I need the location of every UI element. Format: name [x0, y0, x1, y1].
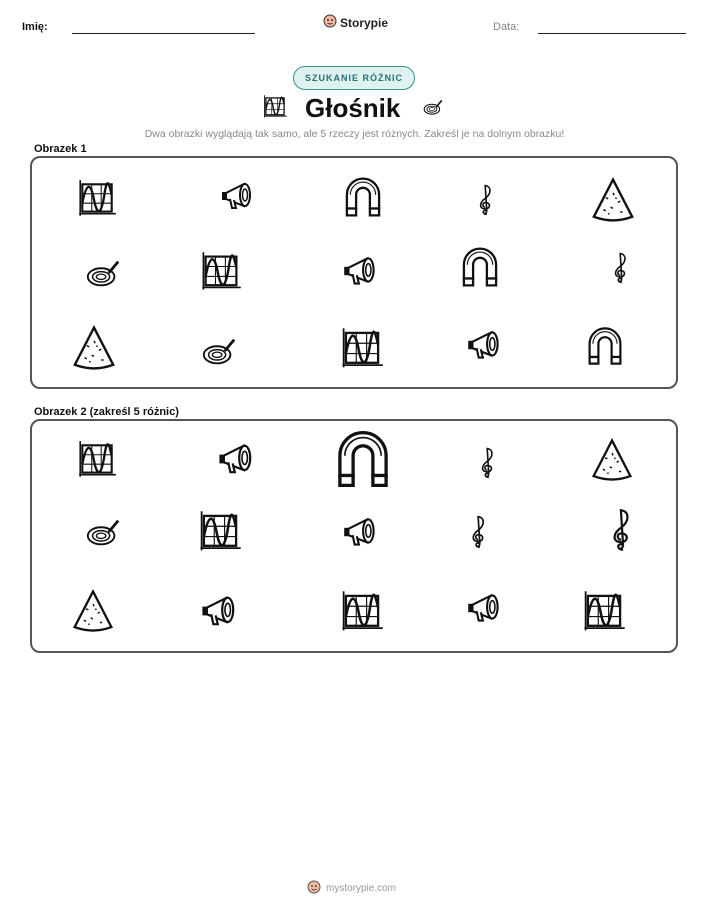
waveform-chart-icon	[196, 509, 244, 555]
picture2-label: Obrazek 2 (zakreśl 5 różnic)	[34, 406, 179, 418]
waveform-chart-icon	[338, 326, 386, 372]
megaphone-icon	[196, 589, 244, 633]
magnet-icon-large	[330, 425, 396, 493]
megaphone-icon	[338, 250, 384, 292]
speaker-coil-icon	[82, 254, 124, 292]
activity-badge: SZUKANIE RÓŻNIC	[293, 66, 415, 90]
cone-icon	[70, 587, 116, 635]
instructions: Dwa obrazki wyglądają tak samo, ale 5 rzeczy jest różnych. Zakreśl je na dolnym obrazku!	[144, 128, 565, 140]
picture1-panel	[30, 156, 678, 389]
cone-icon	[588, 437, 636, 483]
megaphone-icon	[214, 437, 260, 481]
treble-clef-icon	[462, 507, 496, 557]
magnet-icon	[582, 324, 628, 368]
treble-clef-icon	[470, 176, 502, 224]
picture2-panel	[30, 419, 678, 653]
waveform-chart-icon	[74, 178, 120, 220]
title-chart-icon	[261, 94, 289, 120]
waveform-chart-icon	[338, 589, 386, 635]
cone-icon	[588, 176, 638, 224]
name-field[interactable]	[72, 33, 255, 34]
name-label: Imię:	[22, 21, 48, 33]
magnet-icon	[340, 174, 386, 220]
treble-clef-icon	[472, 439, 504, 487]
megaphone-icon	[338, 511, 384, 553]
storypie-mascot-icon	[307, 880, 321, 897]
date-label: Data:	[493, 21, 520, 33]
magnet-icon	[456, 244, 504, 290]
date-field[interactable]	[538, 33, 686, 34]
waveform-chart-icon	[198, 250, 244, 294]
brand-name: Storypie	[340, 15, 389, 30]
cone-icon	[70, 324, 118, 372]
megaphone-icon	[462, 324, 508, 366]
megaphone-icon	[462, 587, 508, 629]
megaphone-icon	[216, 176, 260, 216]
page-title: Głośnik	[305, 93, 401, 123]
storypie-mascot-icon	[323, 14, 337, 31]
picture1-label: Obrazek 1	[34, 143, 87, 155]
footer	[307, 880, 396, 897]
brand-logo	[323, 14, 388, 31]
footer-site[interactable]: mystorypie.com	[326, 883, 397, 894]
treble-clef-icon-large	[600, 495, 644, 565]
waveform-chart-icon	[580, 589, 628, 635]
treble-clef-icon	[605, 244, 637, 292]
title-coil-icon	[421, 96, 445, 118]
speaker-coil-icon	[82, 513, 124, 551]
waveform-chart-icon	[74, 439, 120, 481]
speaker-coil-icon	[198, 332, 240, 370]
